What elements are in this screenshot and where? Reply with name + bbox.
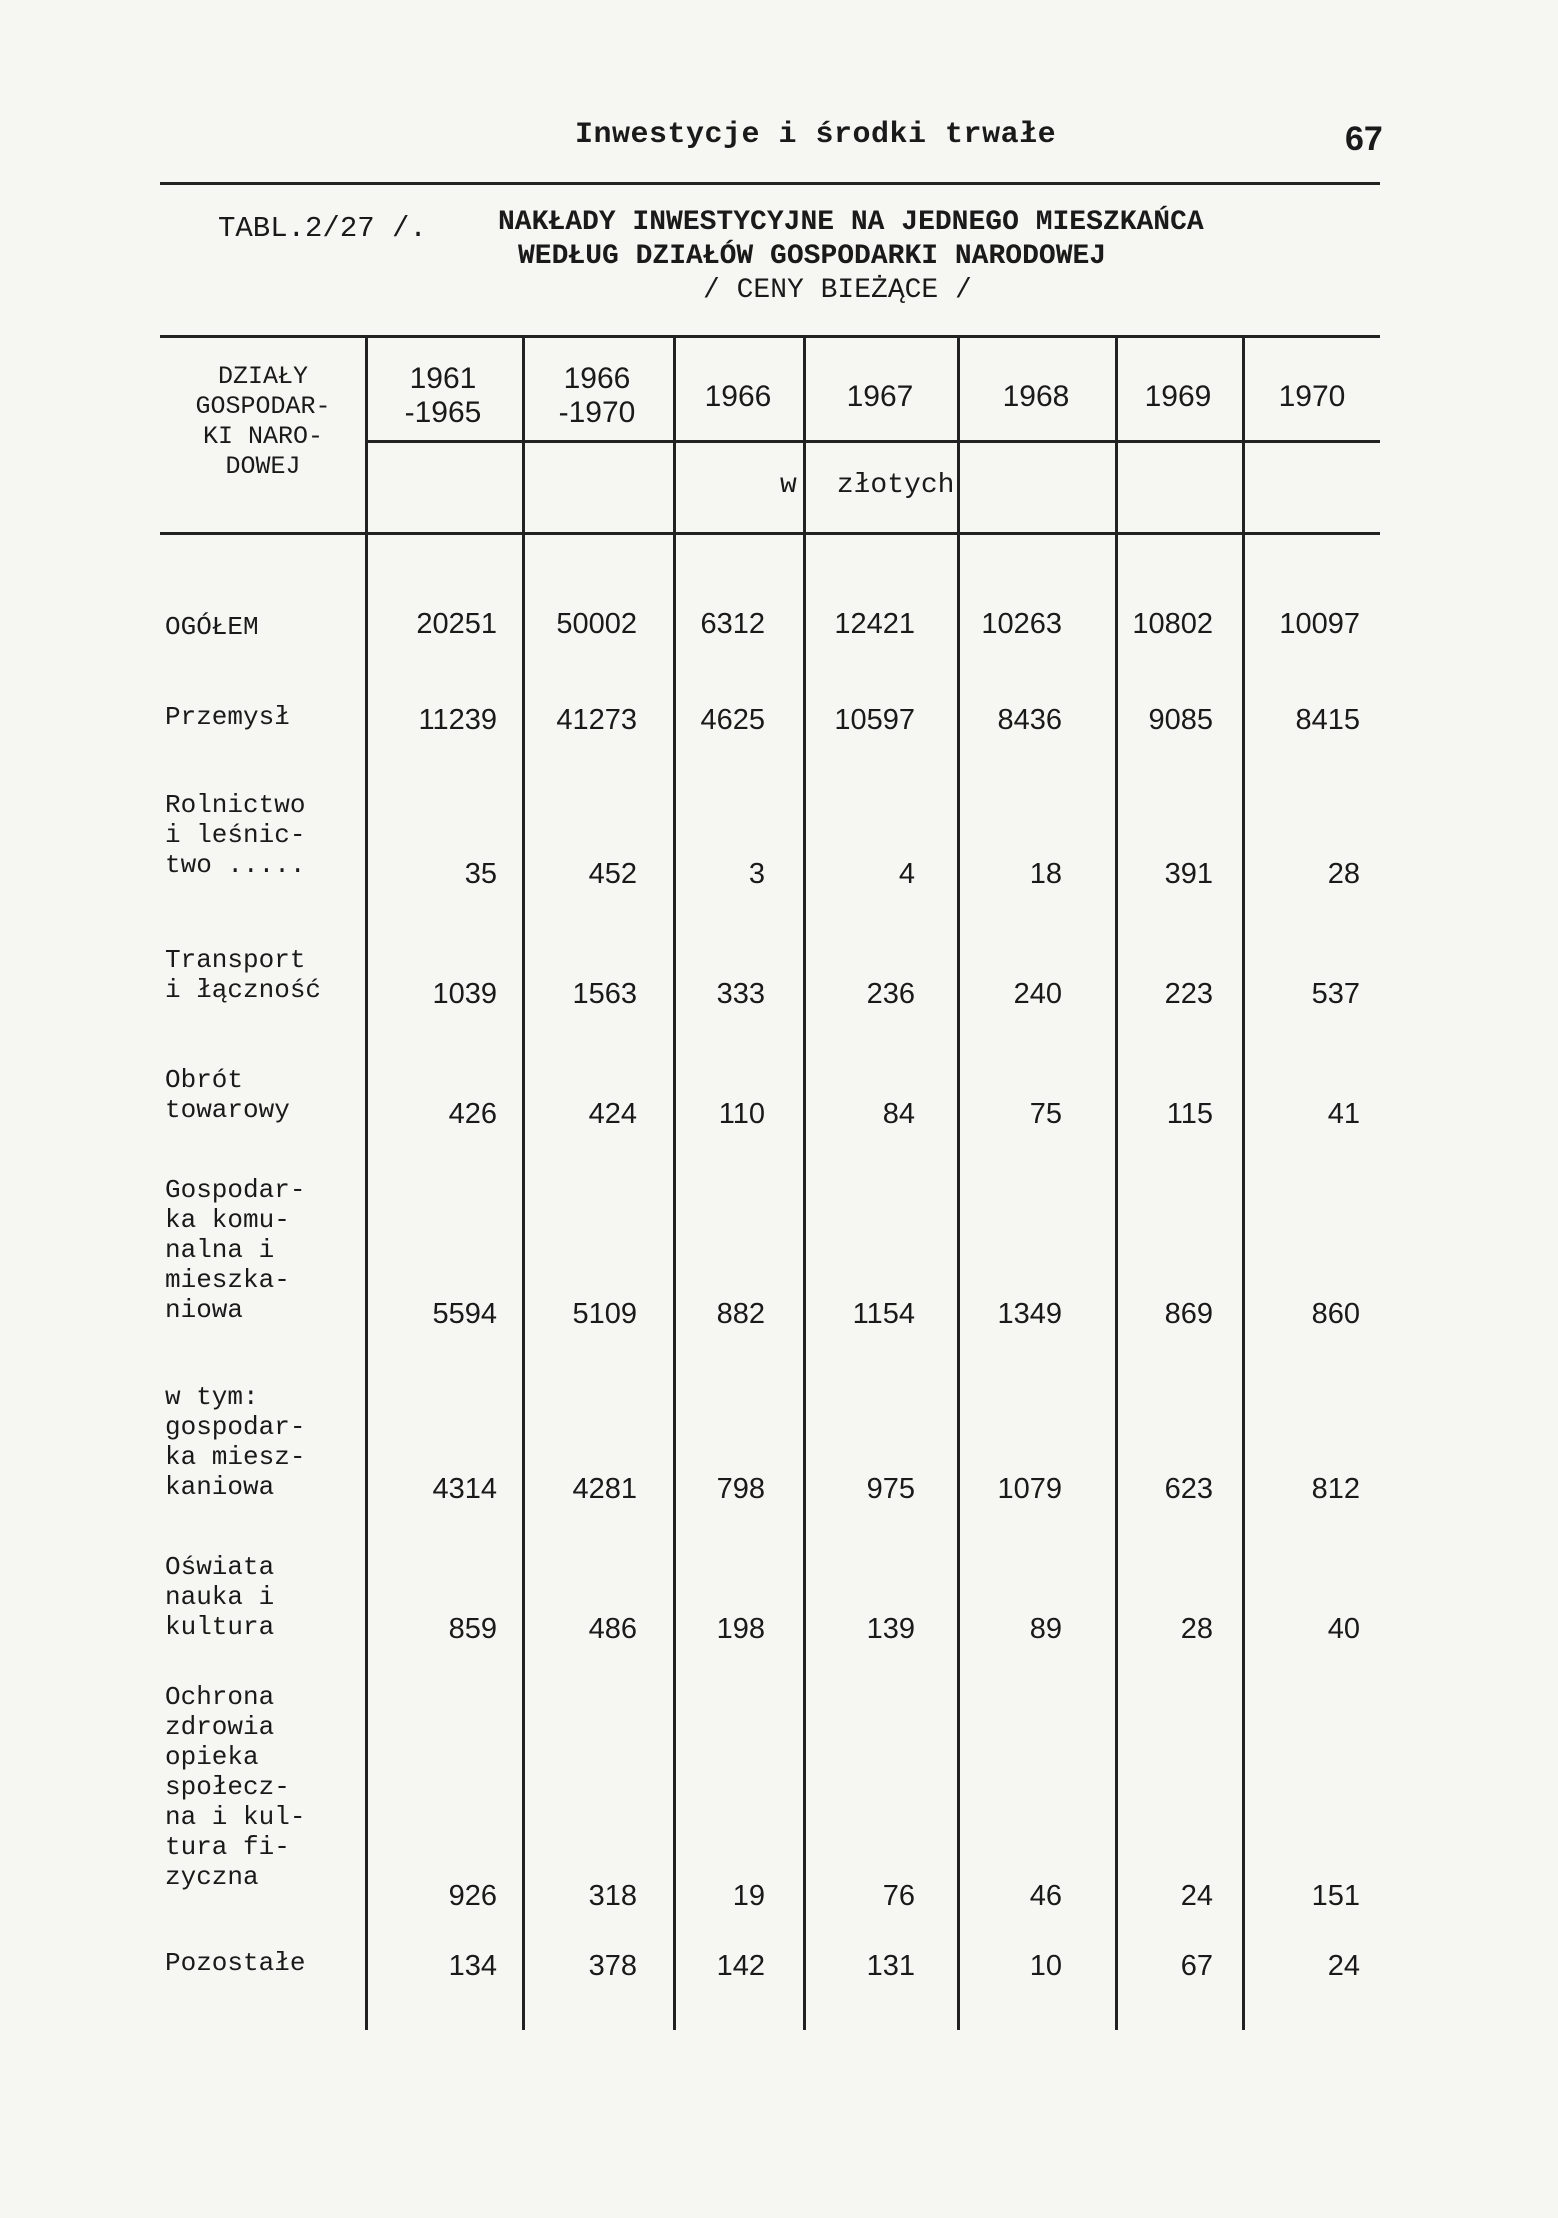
- table-cell: 110: [718, 1098, 765, 1130]
- column-divider: [522, 335, 525, 2030]
- table-cell: 24: [1180, 1880, 1213, 1912]
- table-cell: 89: [1029, 1613, 1062, 1645]
- table-cell: 391: [1164, 858, 1213, 890]
- table-cell: 10802: [1132, 608, 1213, 640]
- table-cell: 882: [716, 1298, 765, 1330]
- table-cell: 41: [1327, 1098, 1360, 1130]
- unit-prefix: w: [780, 470, 797, 501]
- table-cell: 860: [1311, 1298, 1360, 1330]
- table-cell: 1349: [997, 1298, 1062, 1330]
- row-label: Pozostałe: [165, 1948, 306, 1978]
- column-divider: [957, 335, 960, 2030]
- column-header: 1970: [1278, 380, 1346, 413]
- table-cell: 1039: [432, 978, 497, 1010]
- table-cell: 537: [1311, 978, 1360, 1010]
- table-title: [498, 206, 1278, 308]
- row-label: Ochrona zdrowia opieka społecz- na i kul- tura fi- zyczna: [165, 1682, 306, 1892]
- table-cell: 4314: [432, 1473, 497, 1505]
- table-cell: 24: [1327, 1950, 1360, 1982]
- column-header: 1966 -1970: [558, 362, 636, 429]
- table-cell: 10097: [1279, 608, 1360, 640]
- table-cell: 236: [866, 978, 915, 1010]
- table-cell: 3: [748, 858, 765, 890]
- table-cell: 19: [732, 1880, 765, 1912]
- table-cell: 869: [1164, 1298, 1213, 1330]
- table-title-line: WEDŁUG DZIAŁÓW GOSPODARKI NARODOWEJ: [518, 241, 1107, 272]
- table-cell: 10: [1029, 1950, 1062, 1982]
- table-cell: 798: [716, 1473, 765, 1505]
- header-separator-rule: [365, 440, 1380, 443]
- running-title: Inwestycje i środki trwałe: [575, 118, 1057, 152]
- table-cell: 151: [1311, 1880, 1360, 1912]
- table-cell: 812: [1311, 1473, 1360, 1505]
- table-cell: 139: [866, 1613, 915, 1645]
- table-cell: 84: [882, 1098, 915, 1130]
- table-cell: 28: [1180, 1613, 1213, 1645]
- column-header: 1966: [704, 380, 772, 413]
- table-cell: 926: [448, 1880, 497, 1912]
- table-cell: 67: [1180, 1950, 1213, 1982]
- table-cell: 486: [588, 1613, 637, 1645]
- row-label: Oświata nauka i kultura: [165, 1552, 275, 1642]
- table-cell: 5109: [572, 1298, 637, 1330]
- row-label: Transport i łączność: [165, 945, 322, 1005]
- table-cell: 18: [1029, 858, 1062, 890]
- table-cell: 4: [898, 858, 915, 890]
- table-cell: 8436: [997, 704, 1062, 736]
- table-title-line: NAKŁADY INWESTYCYJNE NA JEDNEGO MIESZKAŃCA: [498, 207, 1204, 238]
- table-cell: 134: [448, 1950, 497, 1982]
- table-cell: 452: [588, 858, 637, 890]
- table-cell: 9085: [1148, 704, 1213, 736]
- column-header: 1968: [1002, 380, 1070, 413]
- table-cell: 240: [1013, 978, 1062, 1010]
- table-cell: 623: [1164, 1473, 1213, 1505]
- column-header: 1969: [1144, 380, 1212, 413]
- table-top-rule: [160, 335, 1380, 338]
- table-cell: 5594: [432, 1298, 497, 1330]
- table-cell: 12421: [834, 608, 915, 640]
- table-cell: 223: [1164, 978, 1213, 1010]
- table-cell: 4281: [572, 1473, 637, 1505]
- header-rule: [160, 182, 1380, 185]
- table-cell: 46: [1029, 1880, 1062, 1912]
- row-label: Przemysł: [165, 702, 290, 732]
- row-label: OGÓŁEM: [165, 612, 259, 642]
- table-cell: 333: [716, 978, 765, 1010]
- table-cell: 1079: [997, 1473, 1062, 1505]
- header-bottom-rule: [160, 532, 1380, 535]
- table-cell: 318: [588, 1880, 637, 1912]
- table-cell: 198: [716, 1613, 765, 1645]
- column-header: 1967: [846, 380, 914, 413]
- page-number: 67: [1345, 120, 1383, 158]
- table-cell: 10597: [834, 704, 915, 736]
- row-label: Rolnictwo i leśnic- two .....: [165, 790, 306, 880]
- row-label: Gospodar- ka komu- nalna i mieszka- niowa: [165, 1175, 306, 1325]
- table-cell: 1154: [852, 1298, 915, 1330]
- table-cell: 41273: [556, 704, 637, 736]
- row-label: Obrót towarowy: [165, 1065, 290, 1125]
- column-divider: [803, 335, 806, 2030]
- stub-header: DZIAŁY GOSPODAR- KI NARO- DOWEJ: [195, 362, 331, 481]
- table-title-line: / CENY BIEŻĄCE /: [703, 275, 972, 306]
- column-divider: [673, 335, 676, 2030]
- table-cell: 50002: [556, 608, 637, 640]
- unit-text: złotych: [836, 470, 955, 501]
- table-cell: 975: [866, 1473, 915, 1505]
- unit-label: [780, 470, 994, 501]
- table-cell: 859: [448, 1613, 497, 1645]
- row-label: w tym: gospodar- ka miesz- kaniowa: [165, 1382, 306, 1502]
- table-cell: 11239: [418, 704, 497, 736]
- column-divider: [1115, 335, 1118, 2030]
- table-cell: 424: [588, 1098, 637, 1130]
- table-cell: 40: [1327, 1613, 1360, 1645]
- table-cell: 378: [588, 1950, 637, 1982]
- table-cell: 426: [448, 1098, 497, 1130]
- table-cell: 4625: [700, 704, 765, 736]
- column-divider: [1242, 335, 1245, 2030]
- table-cell: 75: [1029, 1098, 1062, 1130]
- table-cell: 131: [866, 1950, 915, 1982]
- table-cell: 6312: [700, 608, 765, 640]
- column-header: 1961 -1965: [404, 362, 482, 429]
- table-cell: 115: [1166, 1098, 1213, 1130]
- table-cell: 142: [716, 1950, 765, 1982]
- table-cell: 1563: [572, 978, 637, 1010]
- table-number: TABL.2/27 /.: [218, 212, 427, 245]
- table-cell: 10263: [981, 608, 1062, 640]
- table-cell: 76: [882, 1880, 915, 1912]
- table-cell: 28: [1327, 858, 1360, 890]
- column-divider: [365, 335, 368, 2030]
- table-cell: 35: [464, 858, 497, 890]
- table-cell: 8415: [1295, 704, 1360, 736]
- table-cell: 20251: [416, 608, 497, 640]
